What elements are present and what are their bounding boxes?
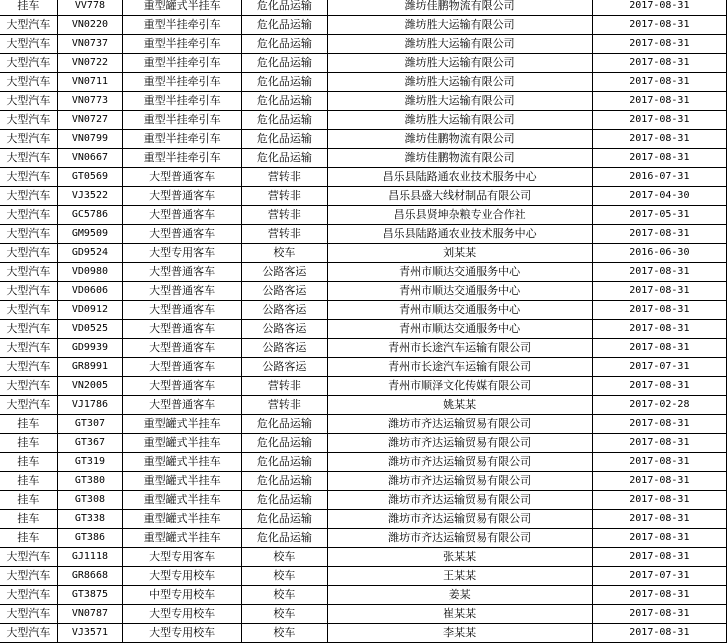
- table-row: [0, 605, 727, 624]
- owner-cell: 青州市长途汽车运输有限公司: [327, 339, 592, 358]
- table-row: [0, 510, 727, 529]
- usage-type-cell: 危化品运输: [242, 111, 327, 130]
- usage-type-cell: 营转非: [242, 187, 327, 206]
- owner-cell: 昌乐县盛大线材制品有限公司: [327, 187, 592, 206]
- vehicle-class-cell: 大型汽车: [0, 35, 57, 54]
- vehicle-class-cell: 大型汽车: [0, 301, 57, 320]
- usage-type-cell: 危化品运输: [242, 529, 327, 548]
- vehicle-class-cell: 大型汽车: [0, 149, 57, 168]
- plate-number-cell: VD0606: [57, 282, 122, 301]
- owner-cell: 潍坊胜大运输有限公司: [327, 35, 592, 54]
- vehicle-class-cell: 大型汽车: [0, 187, 57, 206]
- valid-until-cell: 2016-07-31: [592, 168, 726, 187]
- table-row: [0, 0, 727, 16]
- valid-until-cell: 2017-08-31: [592, 35, 726, 54]
- owner-cell: 青州市顺达交通服务中心: [327, 301, 592, 320]
- plate-number-cell: GT3875: [57, 586, 122, 605]
- owner-cell: 潍坊市齐达运输贸易有限公司: [327, 472, 592, 491]
- vehicle-type-cell: 重型半挂牵引车: [123, 16, 242, 35]
- vehicle-type-cell: 重型罐式半挂车: [123, 472, 242, 491]
- valid-until-cell: 2017-08-31: [592, 434, 726, 453]
- vehicle-type-cell: 大型普通客车: [123, 320, 242, 339]
- plate-number-cell: GT307: [57, 415, 122, 434]
- plate-number-cell: GT367: [57, 434, 122, 453]
- usage-type-cell: 危化品运输: [242, 453, 327, 472]
- table-row: [0, 320, 727, 339]
- table-row: [0, 415, 727, 434]
- owner-cell: 潍坊佳鹏物流有限公司: [327, 149, 592, 168]
- valid-until-cell: 2017-08-31: [592, 16, 726, 35]
- valid-until-cell: 2017-08-31: [592, 301, 726, 320]
- valid-until-cell: 2017-08-31: [592, 73, 726, 92]
- plate-number-cell: VN0799: [57, 130, 122, 149]
- table-row: [0, 548, 727, 567]
- vehicle-class-cell: 大型汽车: [0, 111, 57, 130]
- table-row: [0, 16, 727, 35]
- vehicle-type-cell: 重型罐式半挂车: [123, 491, 242, 510]
- table-row: [0, 529, 727, 548]
- usage-type-cell: 危化品运输: [242, 73, 327, 92]
- valid-until-cell: 2017-08-31: [592, 415, 726, 434]
- valid-until-cell: 2017-08-31: [592, 377, 726, 396]
- owner-cell: 青州市顺泽文化传媒有限公司: [327, 377, 592, 396]
- table-row: [0, 130, 727, 149]
- valid-until-cell: 2017-08-31: [592, 149, 726, 168]
- valid-until-cell: 2017-08-31: [592, 92, 726, 111]
- vehicle-class-cell: 大型汽车: [0, 548, 57, 567]
- plate-number-cell: VN0737: [57, 35, 122, 54]
- usage-type-cell: 营转非: [242, 206, 327, 225]
- vehicle-type-cell: 重型半挂牵引车: [123, 73, 242, 92]
- valid-until-cell: 2017-02-28: [592, 396, 726, 415]
- owner-cell: 潍坊胜大运输有限公司: [327, 54, 592, 73]
- table-row: [0, 624, 727, 643]
- vehicle-type-cell: 重型半挂牵引车: [123, 35, 242, 54]
- plate-number-cell: VJ3571: [57, 624, 122, 643]
- valid-until-cell: 2017-07-31: [592, 567, 726, 586]
- vehicle-type-cell: 大型普通客车: [123, 358, 242, 377]
- plate-number-cell: VN0722: [57, 54, 122, 73]
- plate-number-cell: GD9939: [57, 339, 122, 358]
- vehicle-type-cell: 大型普通客车: [123, 377, 242, 396]
- vehicle-class-cell: 大型汽车: [0, 586, 57, 605]
- vehicle-type-cell: 重型半挂牵引车: [123, 149, 242, 168]
- plate-number-cell: GC5786: [57, 206, 122, 225]
- usage-type-cell: 校车: [242, 605, 327, 624]
- table-row: [0, 187, 727, 206]
- vehicle-type-cell: 大型普通客车: [123, 206, 242, 225]
- vehicle-class-cell: 挂车: [0, 472, 57, 491]
- owner-cell: 姜某: [327, 586, 592, 605]
- vehicle-type-cell: 大型普通客车: [123, 225, 242, 244]
- vehicle-type-cell: 大型专用校车: [123, 567, 242, 586]
- usage-type-cell: 危化品运输: [242, 0, 327, 16]
- table-row: [0, 377, 727, 396]
- vehicle-type-cell: 重型罐式半挂车: [123, 415, 242, 434]
- usage-type-cell: 危化品运输: [242, 92, 327, 111]
- vehicle-class-cell: 大型汽车: [0, 320, 57, 339]
- valid-until-cell: 2017-05-31: [592, 206, 726, 225]
- vehicle-class-cell: 大型汽车: [0, 225, 57, 244]
- valid-until-cell: 2017-08-31: [592, 130, 726, 149]
- vehicle-class-cell: 大型汽车: [0, 130, 57, 149]
- vehicle-class-cell: 挂车: [0, 529, 57, 548]
- vehicle-class-cell: 大型汽车: [0, 16, 57, 35]
- plate-number-cell: GR8668: [57, 567, 122, 586]
- vehicle-type-cell: 大型普通客车: [123, 396, 242, 415]
- plate-number-cell: VN0220: [57, 16, 122, 35]
- owner-cell: 王某某: [327, 567, 592, 586]
- owner-cell: 刘某某: [327, 244, 592, 263]
- usage-type-cell: 危化品运输: [242, 149, 327, 168]
- valid-until-cell: 2017-08-31: [592, 529, 726, 548]
- owner-cell: 昌乐县贤坤杂粮专业合作社: [327, 206, 592, 225]
- usage-type-cell: 危化品运输: [242, 130, 327, 149]
- owner-cell: 昌乐县陆路通农业技术服务中心: [327, 225, 592, 244]
- owner-cell: 张某某: [327, 548, 592, 567]
- usage-type-cell: 危化品运输: [242, 16, 327, 35]
- vehicle-type-cell: 重型半挂牵引车: [123, 54, 242, 73]
- table-row: [0, 453, 727, 472]
- vehicle-class-cell: 大型汽车: [0, 73, 57, 92]
- table-row: [0, 244, 727, 263]
- plate-number-cell: VN0773: [57, 92, 122, 111]
- usage-type-cell: 公路客运: [242, 301, 327, 320]
- table-row: [0, 282, 727, 301]
- vehicle-type-cell: 重型半挂牵引车: [123, 111, 242, 130]
- vehicle-class-cell: 挂车: [0, 434, 57, 453]
- table-row: [0, 206, 727, 225]
- owner-cell: 青州市长途汽车运输有限公司: [327, 358, 592, 377]
- valid-until-cell: 2017-08-31: [592, 282, 726, 301]
- vehicle-class-cell: 大型汽车: [0, 92, 57, 111]
- table-row: [0, 472, 727, 491]
- vehicle-class-cell: 大型汽车: [0, 282, 57, 301]
- usage-type-cell: 危化品运输: [242, 415, 327, 434]
- plate-number-cell: VN0787: [57, 605, 122, 624]
- valid-until-cell: 2017-08-31: [592, 339, 726, 358]
- valid-until-cell: 2017-08-31: [592, 605, 726, 624]
- owner-cell: 潍坊胜大运输有限公司: [327, 73, 592, 92]
- usage-type-cell: 营转非: [242, 396, 327, 415]
- plate-number-cell: VV778: [57, 0, 122, 16]
- owner-cell: 潍坊胜大运输有限公司: [327, 16, 592, 35]
- valid-until-cell: 2017-08-31: [592, 586, 726, 605]
- vehicle-class-cell: 挂车: [0, 0, 57, 16]
- vehicle-class-cell: 挂车: [0, 491, 57, 510]
- plate-number-cell: GT338: [57, 510, 122, 529]
- usage-type-cell: 公路客运: [242, 358, 327, 377]
- owner-cell: 青州市顺达交通服务中心: [327, 320, 592, 339]
- valid-until-cell: 2017-08-31: [592, 491, 726, 510]
- valid-until-cell: 2017-08-31: [592, 624, 726, 643]
- owner-cell: 潍坊佳鹏物流有限公司: [327, 130, 592, 149]
- valid-until-cell: 2017-08-31: [592, 320, 726, 339]
- vehicle-type-cell: 大型专用校车: [123, 624, 242, 643]
- table-row: [0, 263, 727, 282]
- vehicle-type-cell: 大型专用校车: [123, 605, 242, 624]
- table-row: [0, 111, 727, 130]
- plate-number-cell: GR8991: [57, 358, 122, 377]
- vehicle-type-cell: 重型罐式半挂车: [123, 434, 242, 453]
- valid-until-cell: 2017-08-31: [592, 548, 726, 567]
- vehicle-class-cell: 大型汽车: [0, 358, 57, 377]
- owner-cell: 青州市顺达交通服务中心: [327, 282, 592, 301]
- usage-type-cell: 公路客运: [242, 320, 327, 339]
- table-row: [0, 358, 727, 377]
- vehicle-type-cell: 大型普通客车: [123, 168, 242, 187]
- usage-type-cell: 校车: [242, 567, 327, 586]
- vehicle-type-cell: 重型半挂牵引车: [123, 130, 242, 149]
- plate-number-cell: VJ3522: [57, 187, 122, 206]
- valid-until-cell: 2017-08-31: [592, 510, 726, 529]
- owner-cell: 潍坊市齐达运输贸易有限公司: [327, 491, 592, 510]
- table-row: [0, 35, 727, 54]
- valid-until-cell: 2017-08-31: [592, 111, 726, 130]
- vehicle-type-cell: 大型普通客车: [123, 339, 242, 358]
- vehicle-type-cell: 重型罐式半挂车: [123, 0, 242, 16]
- plate-number-cell: GT380: [57, 472, 122, 491]
- table-row: [0, 54, 727, 73]
- plate-number-cell: GD9524: [57, 244, 122, 263]
- table-row: [0, 149, 727, 168]
- valid-until-cell: 2017-08-31: [592, 225, 726, 244]
- owner-cell: 潍坊胜大运输有限公司: [327, 111, 592, 130]
- valid-until-cell: 2016-06-30: [592, 244, 726, 263]
- vehicle-type-cell: 中型专用校车: [123, 586, 242, 605]
- owner-cell: 青州市顺达交通服务中心: [327, 263, 592, 282]
- usage-type-cell: 校车: [242, 586, 327, 605]
- vehicle-class-cell: 挂车: [0, 453, 57, 472]
- plate-number-cell: VD0912: [57, 301, 122, 320]
- usage-type-cell: 营转非: [242, 168, 327, 187]
- table-row: [0, 225, 727, 244]
- table-row: [0, 586, 727, 605]
- owner-cell: 潍坊市齐达运输贸易有限公司: [327, 529, 592, 548]
- table-row: [0, 339, 727, 358]
- usage-type-cell: 危化品运输: [242, 35, 327, 54]
- owner-cell: 潍坊佳鹏物流有限公司: [327, 0, 592, 16]
- vehicle-class-cell: 大型汽车: [0, 396, 57, 415]
- vehicle-type-cell: 大型普通客车: [123, 263, 242, 282]
- usage-type-cell: 危化品运输: [242, 54, 327, 73]
- vehicle-type-cell: 大型普通客车: [123, 187, 242, 206]
- plate-number-cell: GT319: [57, 453, 122, 472]
- valid-until-cell: 2017-08-31: [592, 453, 726, 472]
- owner-cell: 潍坊市齐达运输贸易有限公司: [327, 415, 592, 434]
- usage-type-cell: 危化品运输: [242, 510, 327, 529]
- usage-type-cell: 危化品运输: [242, 434, 327, 453]
- owner-cell: 崔某某: [327, 605, 592, 624]
- vehicle-class-cell: 大型汽车: [0, 244, 57, 263]
- plate-number-cell: GT0569: [57, 168, 122, 187]
- owner-cell: 潍坊市齐达运输贸易有限公司: [327, 434, 592, 453]
- plate-number-cell: VN0667: [57, 149, 122, 168]
- vehicle-class-cell: 大型汽车: [0, 567, 57, 586]
- table-row: [0, 73, 727, 92]
- plate-number-cell: VN0711: [57, 73, 122, 92]
- plate-number-cell: VJ1786: [57, 396, 122, 415]
- plate-number-cell: VN0727: [57, 111, 122, 130]
- usage-type-cell: 公路客运: [242, 282, 327, 301]
- plate-number-cell: VD0525: [57, 320, 122, 339]
- vehicle-class-cell: 挂车: [0, 415, 57, 434]
- usage-type-cell: 校车: [242, 244, 327, 263]
- owner-cell: 李某某: [327, 624, 592, 643]
- vehicle-type-cell: 大型专用客车: [123, 244, 242, 263]
- vehicle-type-cell: 大型普通客车: [123, 282, 242, 301]
- usage-type-cell: 校车: [242, 624, 327, 643]
- vehicle-class-cell: 大型汽车: [0, 206, 57, 225]
- usage-type-cell: 校车: [242, 548, 327, 567]
- table-row: [0, 92, 727, 111]
- owner-cell: 昌乐县陆路通农业技术服务中心: [327, 168, 592, 187]
- vehicle-class-cell: 大型汽车: [0, 339, 57, 358]
- plate-number-cell: VD0980: [57, 263, 122, 282]
- usage-type-cell: 公路客运: [242, 339, 327, 358]
- vehicle-class-cell: 大型汽车: [0, 168, 57, 187]
- vehicle-type-cell: 重型半挂牵引车: [123, 92, 242, 111]
- owner-cell: 潍坊市齐达运输贸易有限公司: [327, 453, 592, 472]
- vehicle-class-cell: 大型汽车: [0, 263, 57, 282]
- vehicle-class-cell: 挂车: [0, 510, 57, 529]
- plate-number-cell: VN2005: [57, 377, 122, 396]
- plate-number-cell: GJ1118: [57, 548, 122, 567]
- valid-until-cell: 2017-08-31: [592, 263, 726, 282]
- table-row: [0, 301, 727, 320]
- plate-number-cell: GT308: [57, 491, 122, 510]
- valid-until-cell: 2017-08-31: [592, 54, 726, 73]
- vehicle-type-cell: 重型罐式半挂车: [123, 453, 242, 472]
- usage-type-cell: 危化品运输: [242, 491, 327, 510]
- owner-cell: 姚某某: [327, 396, 592, 415]
- vehicle-class-cell: 大型汽车: [0, 605, 57, 624]
- table-row: [0, 434, 727, 453]
- owner-cell: 潍坊市齐达运输贸易有限公司: [327, 510, 592, 529]
- vehicle-type-cell: 大型专用客车: [123, 548, 242, 567]
- vehicle-type-cell: 重型罐式半挂车: [123, 529, 242, 548]
- usage-type-cell: 危化品运输: [242, 472, 327, 491]
- valid-until-cell: 2017-08-31: [592, 0, 726, 16]
- usage-type-cell: 营转非: [242, 377, 327, 396]
- vehicle-class-cell: 大型汽车: [0, 624, 57, 643]
- plate-number-cell: GM9509: [57, 225, 122, 244]
- usage-type-cell: 营转非: [242, 225, 327, 244]
- vehicle-type-cell: 大型普通客车: [123, 301, 242, 320]
- valid-until-cell: 2017-08-31: [592, 472, 726, 491]
- vehicle-type-cell: 重型罐式半挂车: [123, 510, 242, 529]
- plate-number-cell: GT386: [57, 529, 122, 548]
- vehicle-class-cell: 大型汽车: [0, 54, 57, 73]
- table-row: [0, 168, 727, 187]
- owner-cell: 潍坊胜大运输有限公司: [327, 92, 592, 111]
- table-row: [0, 491, 727, 510]
- table-row: [0, 567, 727, 586]
- table-row: [0, 396, 727, 415]
- usage-type-cell: 公路客运: [242, 263, 327, 282]
- vehicle-class-cell: 大型汽车: [0, 377, 57, 396]
- valid-until-cell: 2017-07-31: [592, 358, 726, 377]
- valid-until-cell: 2017-04-30: [592, 187, 726, 206]
